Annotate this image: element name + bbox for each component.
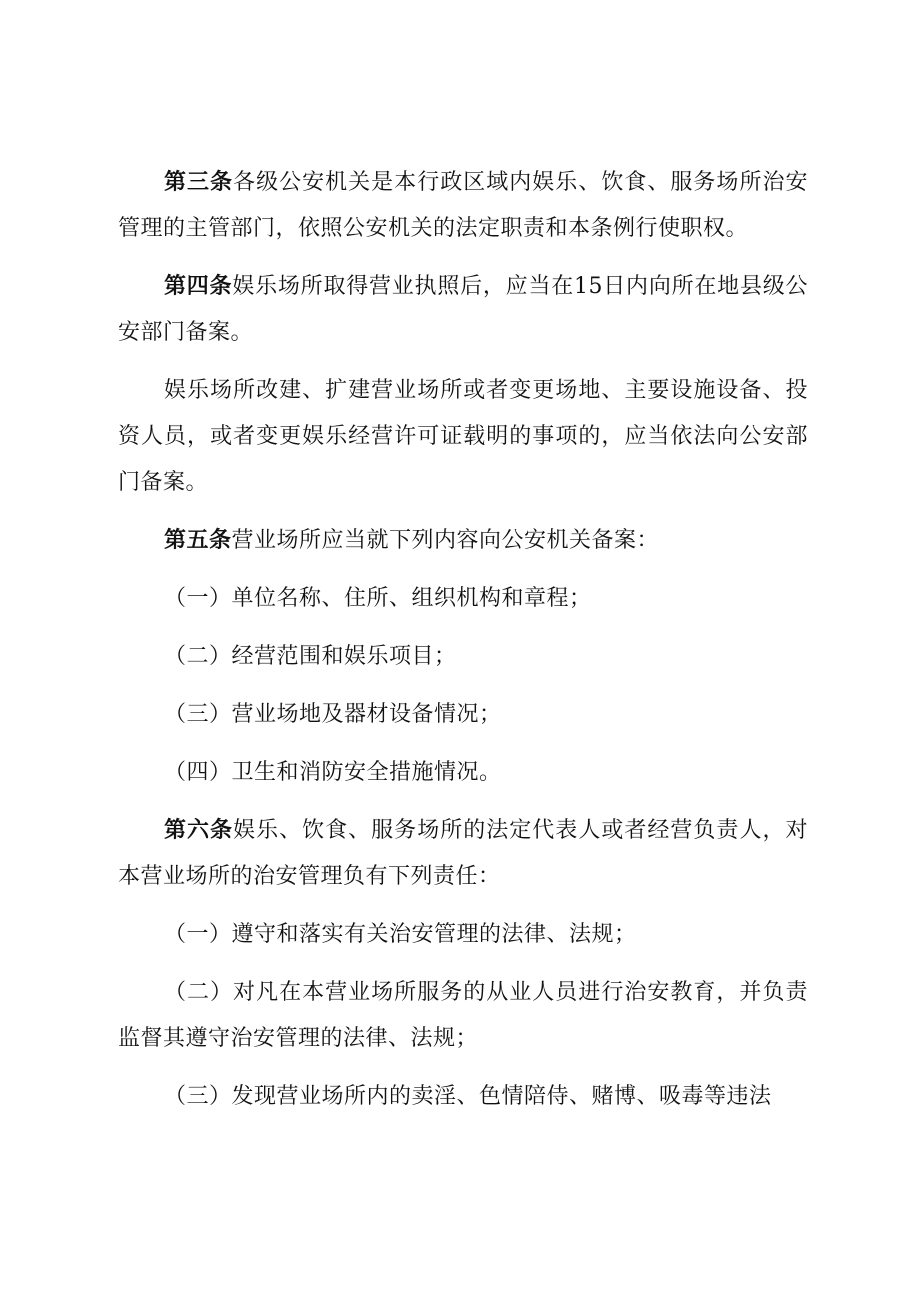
article-4-continuation — [118, 368, 808, 506]
list-item-text: （四）卫生和消防安全措施情况。 — [164, 760, 502, 785]
article-heading: 第五条 — [164, 528, 232, 553]
list-item — [118, 970, 808, 1062]
list-item — [118, 1074, 808, 1120]
list-item — [118, 750, 808, 796]
article-heading: 第四条 — [164, 274, 233, 299]
list-item-text: （二）经营范围和娱乐项目； — [164, 644, 457, 669]
article-text: 娱乐、饮食、服务场所的法定代表人或者经营负责人，对本营业场所的治安管理负有下列责任： — [118, 818, 808, 889]
list-item-text: （一）遵守和落实有关治安管理的法律、法规； — [164, 922, 637, 947]
list-item — [118, 692, 808, 738]
paragraph-text: 娱乐场所改建、扩建营业场所或者变更场地、主要设施设备、投资人员，或者变更娱乐经营许可证载明的事项的，应当依法向公安部门备案。 — [118, 378, 808, 495]
article-text: 娱乐场所取得营业执照后，应当在15日内向所在地县级公安部门备案。 — [118, 274, 808, 345]
article-6-paragraph — [118, 808, 808, 900]
list-item-text: （二）对凡在本营业场所服务的从业人员进行治安教育，并负责监督其遵守治安管理的法律、法规； — [118, 980, 808, 1051]
article-text: 营业场所应当就下列内容向公安机关备案： — [231, 528, 660, 553]
article-heading: 第三条 — [164, 170, 234, 195]
article-4-paragraph — [118, 264, 808, 356]
article-5-paragraph — [118, 518, 808, 564]
article-3-paragraph — [118, 160, 808, 252]
list-item-text: （三）发现营业场所内的卖淫、色情陪侍、赌博、吸毒等违法 — [164, 1084, 772, 1109]
list-item-text: （一）单位名称、住所、组织机构和章程； — [164, 586, 592, 611]
article-text: 各级公安机关是本行政区域内娱乐、饮食、服务场所治安管理的主管部门，依照公安机关的法定职责和本条例行使职权。 — [118, 170, 808, 241]
document-body — [118, 160, 808, 1132]
list-item — [118, 576, 808, 622]
list-item — [118, 634, 808, 680]
list-item — [118, 912, 808, 958]
list-item-text: （三）营业场地及器材设备情况； — [164, 702, 502, 727]
article-heading: 第六条 — [164, 818, 234, 843]
